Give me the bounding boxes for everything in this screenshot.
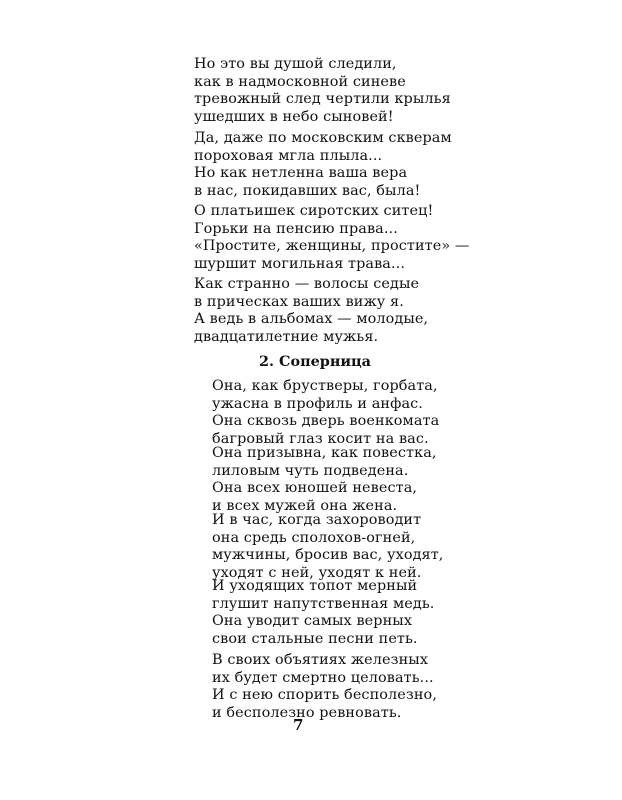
stanza-2	[194, 130, 452, 200]
poem-line: Она призывна, как повестка,	[212, 445, 437, 461]
poem-line: Она, как брустверы, горбата,	[212, 378, 438, 394]
poem-line: «Простите, женщины, простите» —	[194, 238, 470, 254]
poem-line: глушит напутственная медь.	[212, 595, 435, 612]
poem-line: ужасна в профиль и анфас.	[212, 395, 423, 412]
poem-line: Горьки на пенсию права...	[194, 220, 398, 237]
poem-line: мужчины, бросив вас, уходят,	[212, 547, 444, 563]
poem-line: И в час, когда захороводит	[212, 512, 422, 528]
page-number: 7	[293, 716, 304, 734]
poem-line: шуршит могильная трава...	[194, 255, 406, 272]
poem-line: Но как нетленна ваша вера	[194, 165, 408, 181]
poem-line: как в надмосковной синеве	[194, 73, 406, 90]
poem-line: и бесполезно ревновать.	[212, 704, 402, 721]
stanza-7	[212, 512, 443, 582]
poem-line: в прическах ваших вижу я.	[194, 293, 404, 310]
poem-line: Она сквозь дверь военкомата	[212, 413, 440, 429]
poem-line: в нас, покидавших вас, была!	[194, 182, 421, 199]
poem-line: тревожный след чертили крылья	[194, 91, 451, 107]
poem-line: И с нею спорить бесполезно,	[212, 687, 437, 703]
poem-line: ушедших в небо сыновей!	[194, 108, 394, 125]
poem-line: она средь сполохов-огней,	[212, 529, 416, 546]
poem-line: двадцатилетние мужья.	[194, 328, 379, 345]
stanza-4	[194, 276, 428, 346]
stanza-1	[194, 56, 451, 126]
poem-line: лиловым чуть подведена.	[212, 462, 409, 479]
stanza-8	[212, 578, 434, 648]
stanza-3	[194, 203, 469, 273]
poem-line: уходят с ней, уходят к ней.	[212, 564, 422, 581]
poem-line: и всех мужей она жена.	[212, 497, 398, 514]
poem-line: Она всех юношей невеста,	[212, 480, 418, 496]
poem-line: пороховая мгла плыла...	[194, 147, 383, 164]
stanza-5	[212, 378, 439, 448]
poem-line: А ведь в альбомах — молодые,	[194, 311, 429, 327]
stanza-9	[212, 652, 437, 722]
poem-line: В своих объятиях железных	[212, 652, 429, 668]
poem-line: Но это вы душой следили,	[194, 56, 397, 72]
poem-line: их будет смертно целовать...	[212, 669, 434, 686]
section-title: 2. Соперница	[259, 353, 371, 370]
poem-line: свои стальные песни петь.	[212, 630, 418, 647]
poem-line: Она уводит самых верных	[212, 613, 413, 629]
poem-line: багровый глаз косит на вас.	[212, 430, 429, 447]
poem-line: Как странно — волосы седые	[194, 276, 420, 292]
stanza-6	[212, 445, 437, 515]
poem-line: Да, даже по московским скверам	[194, 130, 452, 146]
poem-line: О платьишек сиротских ситец!	[194, 203, 434, 219]
poem-line: И уходящих топот мерный	[212, 578, 418, 594]
